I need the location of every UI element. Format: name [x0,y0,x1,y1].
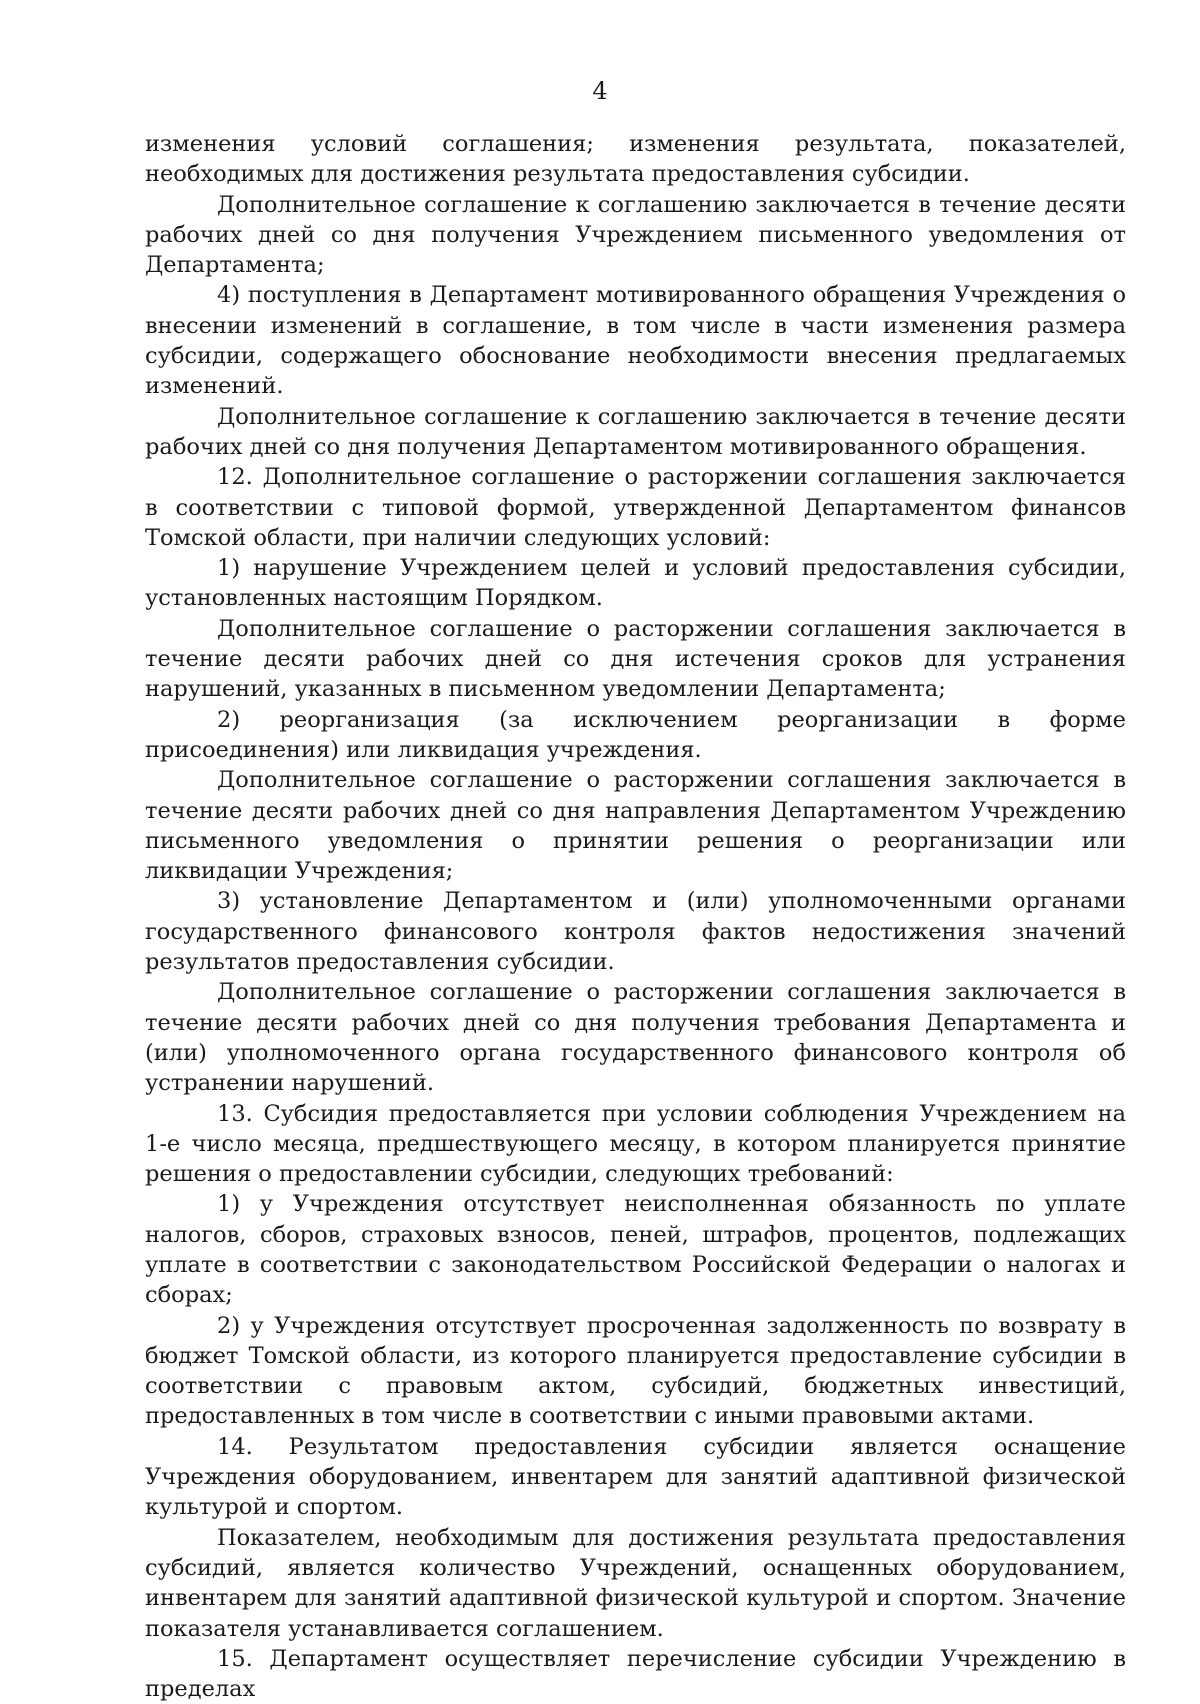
paragraph: 15. Департамент осуществляет перечисление субсидии Учреждению в пределах [145,1645,1126,1703]
paragraph: 14. Результатом предоставления субсидии является оснащение Учреждения оборудованием, инвентарем для занятий адаптивной физической культурой и спортом. [145,1433,1126,1521]
paragraph: 1) нарушение Учреждением целей и условий предоставления субсидии, установленных настоящим Порядком. [145,555,1126,612]
paragraph: 1) у Учреждения отсутствует неисполненная обязанность по уплате налогов, сборов, страховых взносов, пеней, штрафов, процентов, подлежащих уплате в соответствии с законодательством Российской Федерации о налогах и сборах; [145,1191,1126,1309]
paragraph: 12. Дополнительное соглашение о расторжении соглашения заключается в соответствии с типовой формой, утвержденной Департаментом финансов Томской области, при наличии следующих условий: [145,464,1126,551]
page-number: 4 [592,77,608,105]
paragraph: Показателем, необходимым для достижения результата предоставления субсидий, является количество Учреждений, оснащенных оборудованием, инвентарем для занятий адаптивной физической культурой и спортом. Значение показателя устанавливается соглашением. [145,1524,1126,1642]
paragraph: Дополнительное соглашение к соглашению заключается в течение десяти рабочих дней со дня получения Учреждением письменного уведомления от Департамента; [145,191,1126,279]
paragraph: Дополнительное соглашение о расторжении соглашения заключается в течение десяти рабочих дней со дня истечения сроков для устранения нарушений, указанных в письменном уведомлении Департамента; [145,615,1126,703]
paragraph: Дополнительное соглашение о расторжении соглашения заключается в течение десяти рабочих дней со дня получения требования Департамента и (или) уполномоченного органа государственного финансового контроля об устранении нарушений. [145,979,1126,1097]
paragraph: Дополнительное соглашение о расторжении соглашения заключается в течение десяти рабочих дней со дня направления Департаментом Учреждению письменного уведомления о принятии решения о реорганизации или ликвидации Учреждения; [145,767,1126,885]
paragraph: 2) у Учреждения отсутствует просроченная задолженность по возврату в бюджет Томской области, из которого планируется предоставление субсидии в соответствии с правовым актом, субсидий, бюджетных инвестиций, предоставленных в том числе в соответствии с иными правовыми актами. [145,1312,1126,1430]
paragraph: 13. Субсидия предоставляется при условии соблюдения Учреждением на 1-е число месяца, предшествующего месяцу, в котором планируется принятие решения о предоставлении субсидии, следующих требований: [145,1100,1126,1188]
paragraph: изменения условий соглашения; изменения результата, показателей, необходимых для достижения результата предоставления субсидии. [145,131,1126,188]
paragraph: 2) реорганизация (за исключением реорганизации в форме присоединения) или ликвидация учреждения. [145,706,1126,763]
paragraph: Дополнительное соглашение к соглашению заключается в течение десяти рабочих дней со дня получения Департаментом мотивированного обращения. [145,403,1126,460]
paragraph: 3) установление Департаментом и (или) уполномоченными органами государственного финансового контроля фактов недостижения значений результатов предоставления субсидии. [145,888,1126,976]
document-body [145,129,1126,1704]
paragraph: 4) поступления в Департамент мотивированного обращения Учреждения о внесении изменений в соглашение, в том числе в части изменения размера субсидии, содержащего обоснование необходимости внесения предлагаемых изменений. [145,282,1126,400]
